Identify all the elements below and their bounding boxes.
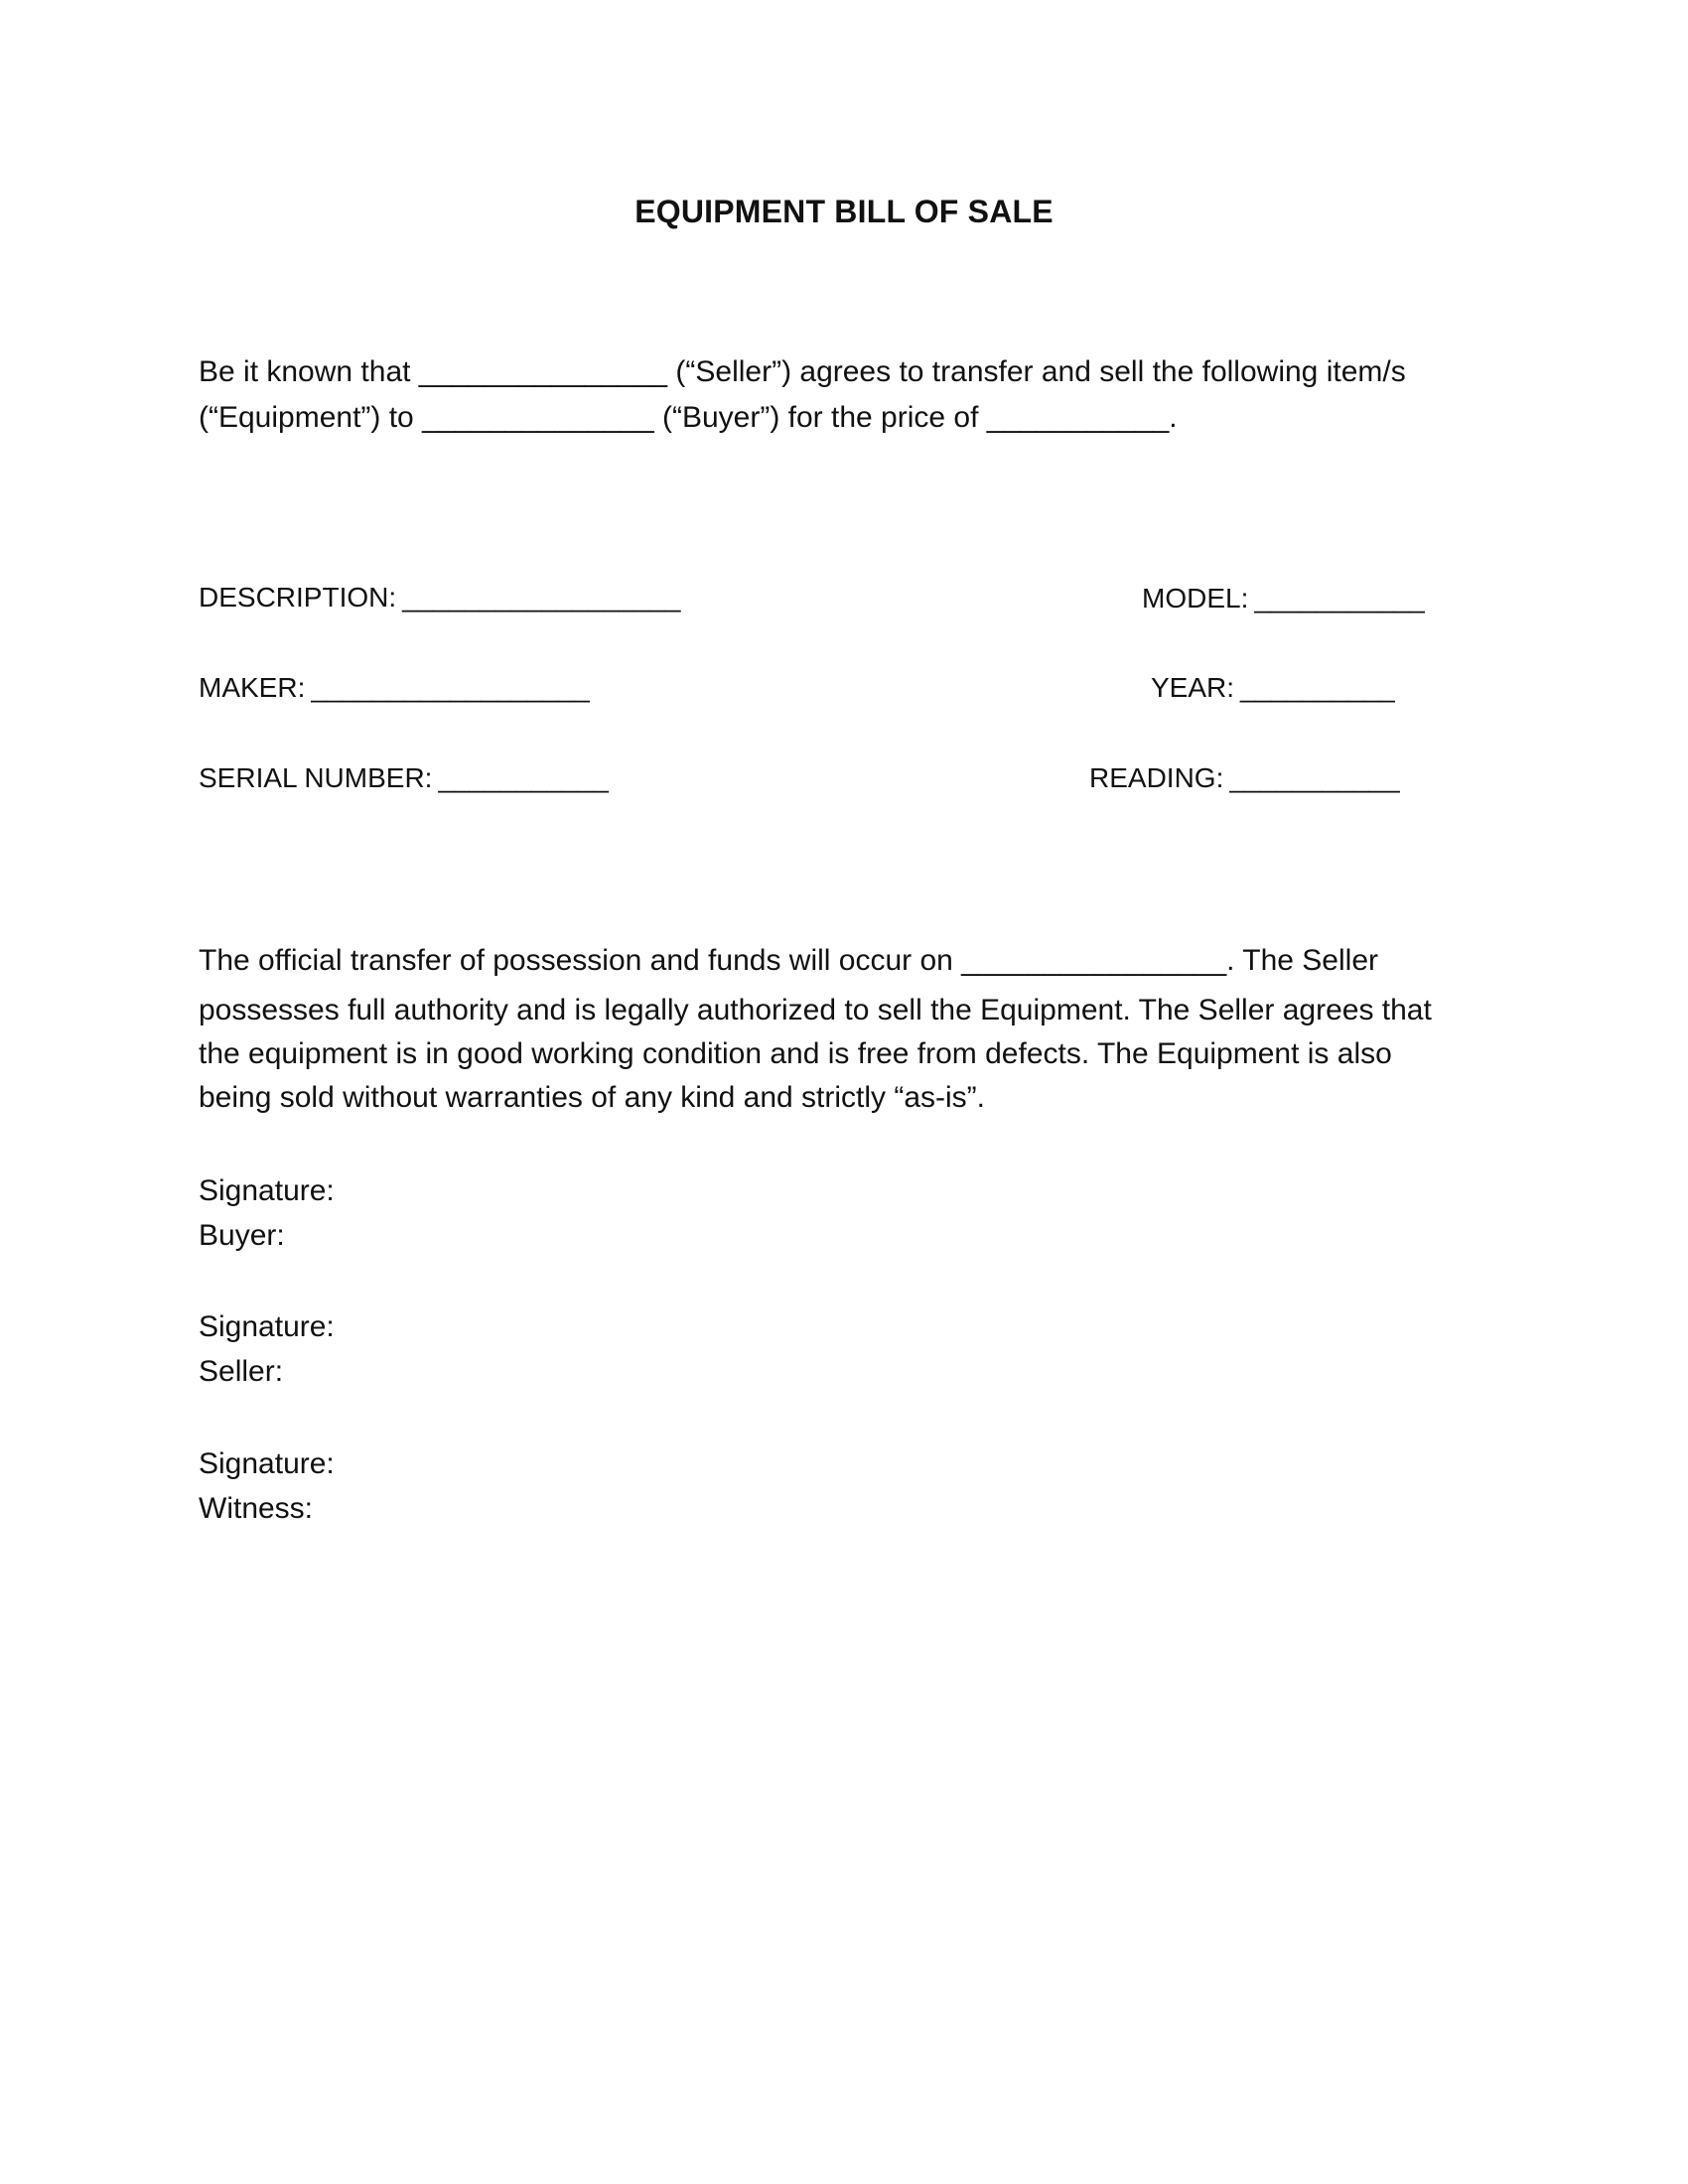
intro-line-2: (“Equipment”) to ______________ (“Buyer”) for the price of ___________.: [199, 401, 1178, 434]
seller-signature-block: [199, 1304, 335, 1394]
year-field: [1151, 672, 1395, 704]
maker-field: [199, 672, 590, 704]
witness-signature-label: Signature:: [199, 1447, 335, 1480]
serial-number-blank: ___________: [438, 762, 609, 793]
serial-number-field: [199, 762, 609, 794]
buyer-signature-label: Signature:: [199, 1174, 335, 1207]
document-title: EQUIPMENT BILL OF SALE: [634, 194, 1054, 229]
intro-paragraph: [199, 349, 1479, 441]
reading-blank: ___________: [1229, 762, 1400, 793]
reading-field: [1089, 762, 1400, 794]
description-field: [199, 582, 680, 614]
witness-signature-block: [199, 1441, 335, 1531]
maker-label: MAKER:: [199, 672, 306, 703]
description-blank: __________________: [402, 582, 681, 613]
transfer-line-3: the equipment is in good working condition and is free from defects. The Equipment is also: [199, 1037, 1392, 1070]
transfer-paragraph: [199, 939, 1479, 1120]
transfer-line-4: being sold without warranties of any kind and strictly “as-is”.: [199, 1081, 986, 1114]
transfer-line-2: possesses full authority and is legally authorized to sell the Equipment. The Seller agrees that: [199, 994, 1432, 1026]
seller-signature-label: Signature:: [199, 1310, 335, 1343]
buyer-signature-block: [199, 1168, 335, 1258]
serial-number-label: SERIAL NUMBER:: [199, 762, 433, 793]
model-label: MODEL:: [1142, 583, 1249, 614]
year-label: YEAR:: [1151, 672, 1235, 703]
year-blank: __________: [1240, 672, 1395, 703]
buyer-role-label: Buyer:: [199, 1219, 285, 1252]
intro-line-1: Be it known that _______________ (“Seller”) agrees to transfer and sell the following item/s: [199, 355, 1406, 388]
description-label: DESCRIPTION:: [199, 582, 397, 613]
model-field: [1142, 583, 1425, 614]
maker-blank: __________________: [311, 672, 590, 703]
witness-role-label: Witness:: [199, 1492, 314, 1525]
transfer-line-1: The official transfer of possession and funds will occur on ________________. The Seller: [199, 944, 1378, 977]
seller-role-label: Seller:: [199, 1355, 284, 1388]
reading-label: READING:: [1089, 762, 1224, 793]
model-blank: ___________: [1254, 583, 1425, 614]
